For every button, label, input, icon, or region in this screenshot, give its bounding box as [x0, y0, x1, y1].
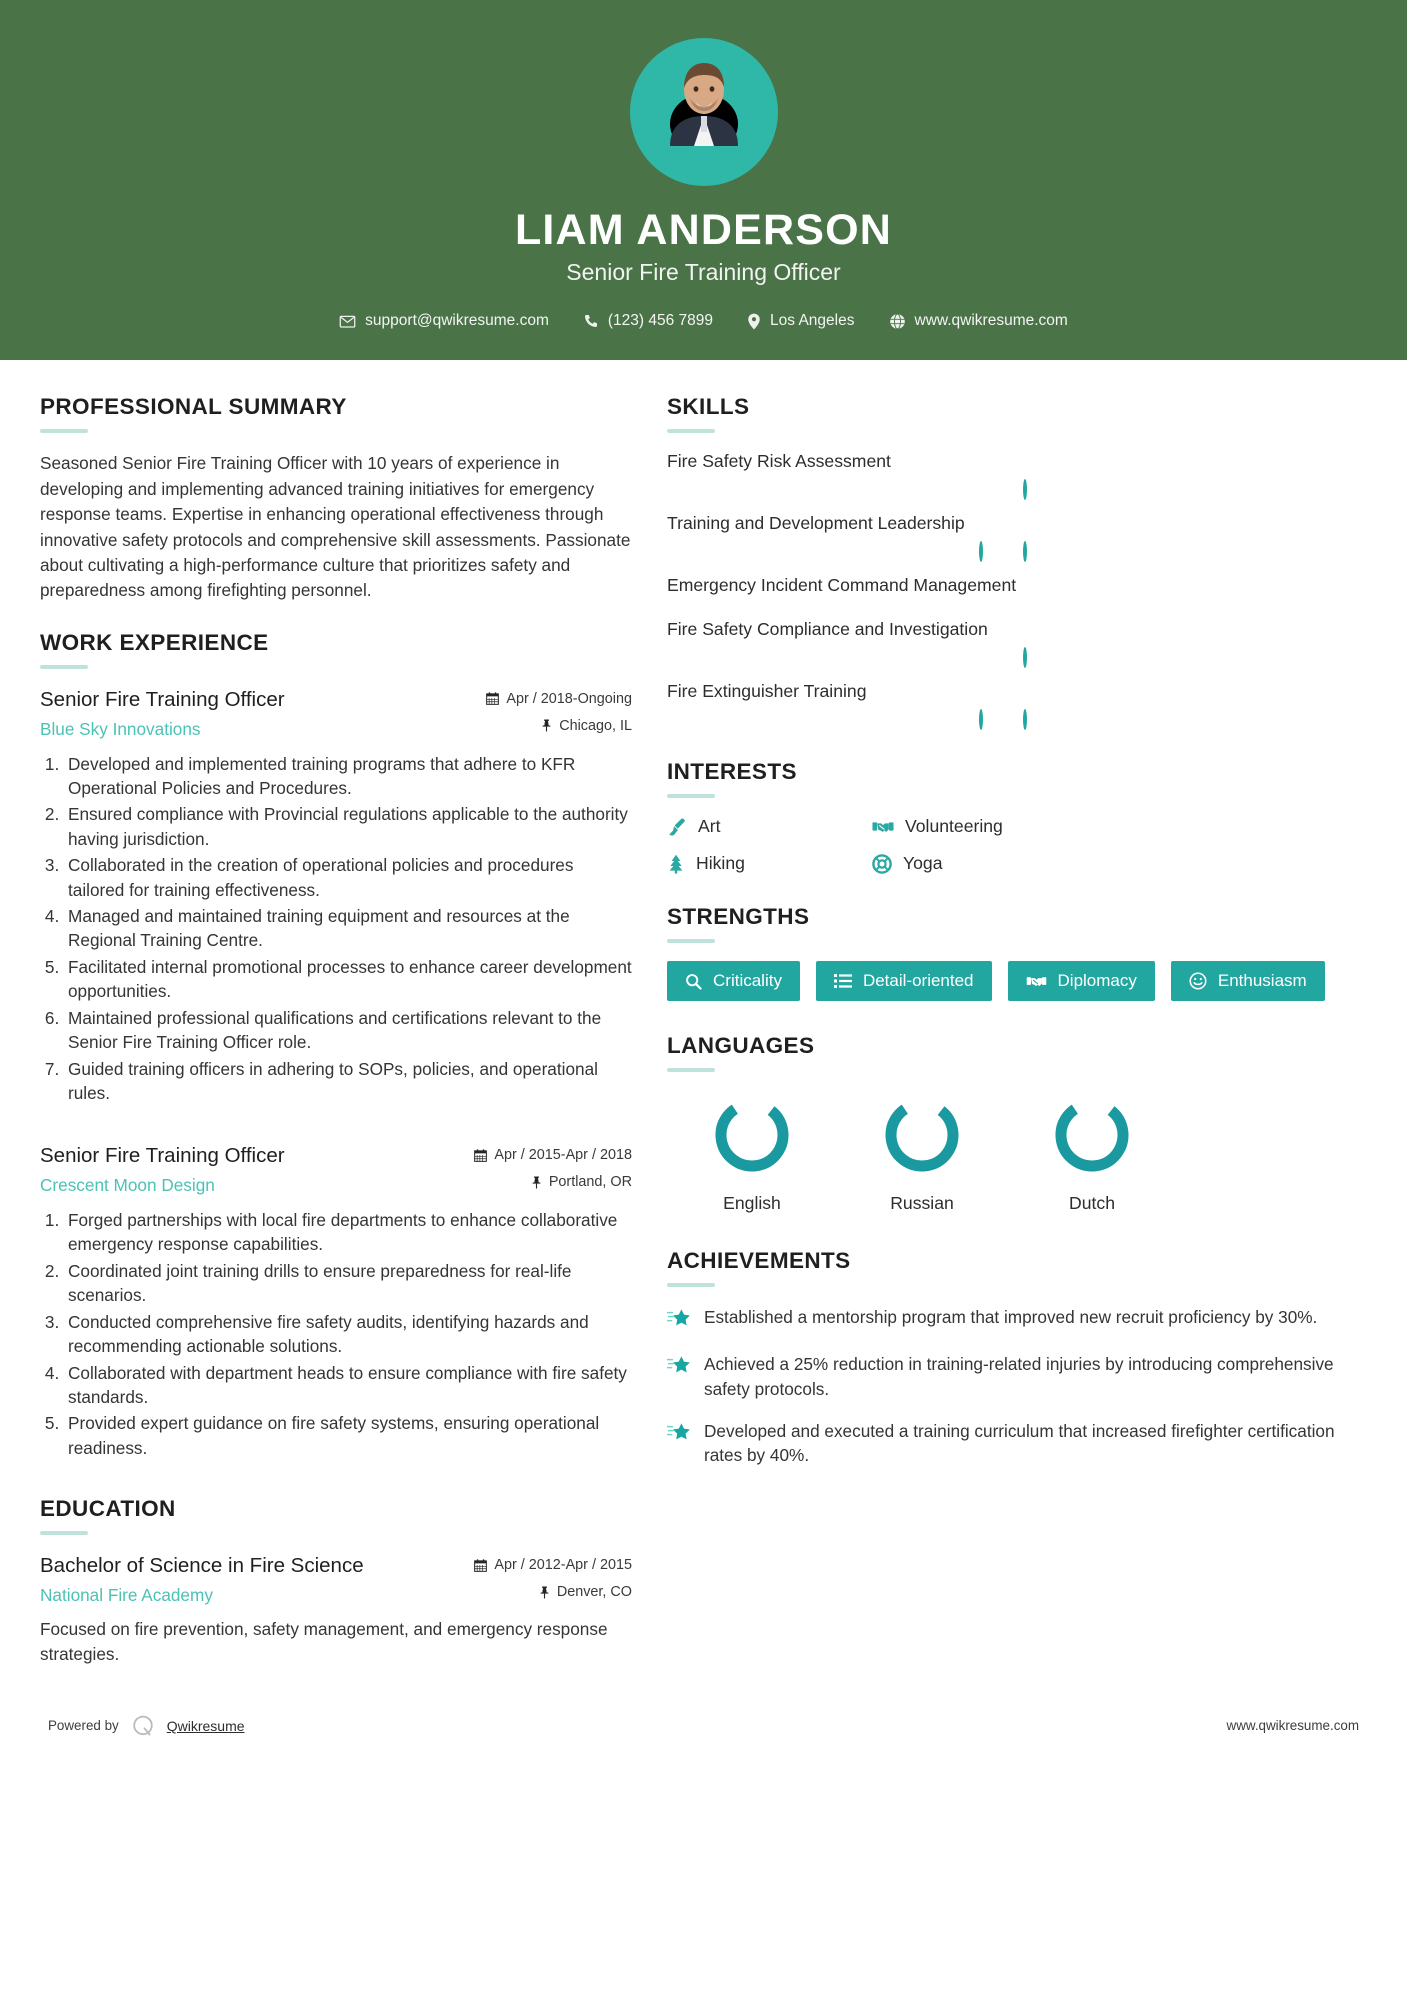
company-name: Crescent Moon Design	[40, 1175, 215, 1196]
achievement-text: Achieved a 25% reduction in training-related injuries by introducing comprehensive safety protocols.	[704, 1354, 1334, 1399]
achievement-text: Established a mentorship program that improved new recruit proficiency by 30%.	[704, 1307, 1318, 1328]
section-rule	[667, 1068, 715, 1072]
location-line	[452, 1174, 632, 1190]
calendar-icon	[474, 1149, 487, 1162]
left-column	[40, 394, 632, 1693]
strength-label: Enthusiasm	[1217, 971, 1307, 991]
section-rule	[667, 1283, 715, 1287]
list-item: 1. Forged partnerships with local fire departments to enhance collaborative emergency response capabilities.	[64, 1208, 632, 1257]
location-line	[452, 1584, 632, 1600]
section-rule	[667, 939, 715, 943]
language-proficiency-donut	[711, 1094, 793, 1176]
skill-row	[667, 451, 1367, 499]
section-rule	[40, 1531, 88, 1535]
rating-dot-empty	[979, 709, 983, 730]
list-item: 7. Guided training officers in adhering to SOPs, policies, and operational rules.	[64, 1057, 632, 1106]
lifebuoy-icon	[872, 854, 892, 874]
section-work-experience	[40, 630, 632, 1460]
interest-item	[872, 853, 1367, 874]
contact-phone-value: (123) 456 7899	[607, 312, 714, 330]
contact-location	[747, 312, 854, 330]
rating-dot-empty	[1023, 709, 1027, 730]
strength-chip-diplomacy	[1008, 961, 1155, 1001]
section-heading: SKILLS	[667, 394, 750, 420]
calendar-icon	[474, 1559, 487, 1572]
contact-website[interactable]	[889, 312, 1068, 330]
language-label: English	[723, 1193, 781, 1214]
location-line	[452, 718, 632, 734]
section-heading: EDUCATION	[40, 1496, 176, 1522]
list-item: 2. Coordinated joint training drills to ensure preparedness for real-life scenarios.	[64, 1259, 632, 1308]
pin-icon	[541, 719, 552, 732]
contact-bar	[0, 312, 1407, 330]
skill-label: Training and Development Leadership	[667, 513, 965, 534]
section-achievements	[667, 1248, 1367, 1468]
smiley-icon	[1189, 972, 1207, 990]
summary-text: Seasoned Senior Fire Training Officer with 10 years of experience in developing and implementing advanced training initiatives for emergency response teams. Expertise in enhancing operational effectiveness through innovative safety protocols and comprehensive skill assessments. Passionate about cultivating a high-performance culture that prioritizes safety and preparedness among firefighting personnel.	[40, 453, 631, 601]
star-shooting-icon	[667, 1305, 691, 1334]
globe-icon	[889, 313, 906, 330]
footer-website[interactable]: www.qwikresume.com	[1226, 1718, 1359, 1734]
rating-dot-empty	[1023, 541, 1027, 562]
section-skills	[667, 394, 1367, 729]
skill-rating	[667, 481, 1367, 499]
experience-entry-info	[40, 687, 452, 740]
education-entry	[40, 1553, 632, 1667]
section-heading: LANGUAGES	[667, 1033, 815, 1059]
pin-icon	[539, 1586, 550, 1599]
section-heading: STRENGTHS	[667, 904, 810, 930]
envelope-icon	[339, 313, 356, 330]
list-item: 3. Conducted comprehensive fire safety audits, identifying hazards and recommending actionable solutions.	[64, 1310, 632, 1359]
section-rule	[40, 429, 88, 433]
location-pin-icon	[747, 313, 761, 330]
school-name: National Fire Academy	[40, 1584, 213, 1605]
language-proficiency-donut	[1051, 1094, 1133, 1176]
interest-item	[667, 816, 872, 837]
languages-list	[667, 1090, 1367, 1214]
skill-label: Fire Extinguisher Training	[667, 681, 867, 702]
section-heading: PROFESSIONAL SUMMARY	[40, 394, 347, 420]
education-entry-meta	[452, 1553, 632, 1600]
skill-row	[667, 681, 1367, 729]
page-footer	[0, 1699, 1407, 1761]
pin-icon	[531, 1176, 542, 1189]
qwikresume-link[interactable]: Qwikresume	[166, 1717, 245, 1734]
rating-dot-empty	[979, 541, 983, 562]
calendar-icon	[486, 692, 499, 705]
section-heading: ACHIEVEMENTS	[667, 1248, 851, 1274]
location-value: Portland, OR	[548, 1174, 632, 1191]
company-name: Blue Sky Innovations	[40, 718, 201, 739]
interest-label: Hiking	[696, 853, 745, 874]
phone-icon	[583, 313, 599, 329]
contact-website-value: www.qwikresume.com	[914, 312, 1068, 330]
experience-entry-meta	[452, 1143, 632, 1190]
strength-chip-criticality	[667, 961, 800, 1001]
strengths-list	[667, 961, 1367, 1001]
contact-email[interactable]	[339, 312, 549, 330]
list-icon	[834, 973, 852, 989]
handshake-icon	[1026, 973, 1047, 990]
experience-entry	[40, 687, 632, 1106]
section-strengths	[667, 904, 1367, 1001]
list-item: 4. Collaborated with department heads to ensure compliance with fire safety standards.	[64, 1361, 632, 1410]
page-title: LIAM ANDERSON	[514, 206, 893, 254]
tree-icon	[667, 854, 685, 874]
job-role: Senior Fire Training Officer	[40, 1144, 285, 1168]
location-value: Chicago, IL	[559, 717, 632, 734]
section-languages	[667, 1033, 1367, 1214]
list-item: 5. Provided expert guidance on fire safety systems, ensuring operational readiness.	[64, 1411, 632, 1460]
location-value: Denver, CO	[556, 1584, 632, 1601]
achievement-item	[667, 1419, 1367, 1468]
qwikresume-logo-icon	[130, 1713, 156, 1739]
strength-label: Diplomacy	[1057, 971, 1137, 991]
responsibility-list	[64, 752, 632, 1106]
skill-label: Emergency Incident Command Management	[667, 575, 1017, 596]
language-item	[837, 1094, 1007, 1214]
section-heading: WORK EXPERIENCE	[40, 629, 269, 655]
rating-dot-empty	[1023, 647, 1027, 668]
skill-rating	[667, 649, 1367, 667]
section-professional-summary	[40, 394, 632, 604]
responsibility-list	[64, 1208, 632, 1460]
paintbrush-icon	[667, 817, 687, 837]
experience-entry-meta	[452, 687, 632, 734]
section-rule	[667, 794, 715, 798]
list-item: 4. Managed and maintained training equipment and resources at the Regional Training Centre.	[64, 904, 632, 953]
contact-location-value: Los Angeles	[770, 312, 855, 330]
section-interests	[667, 759, 1367, 874]
search-icon	[685, 973, 702, 990]
list-item: 5. Facilitated internal promotional processes to enhance career development opportunities.	[64, 955, 632, 1004]
experience-entry-header	[40, 1143, 632, 1196]
footer-branding	[48, 1713, 245, 1739]
skill-row	[667, 513, 1367, 561]
list-item: 2. Ensured compliance with Provincial regulations applicable to the authority having jurisdiction.	[64, 802, 632, 851]
rating-dot-empty	[1023, 479, 1027, 500]
resume-header	[0, 0, 1407, 360]
profile-photo-icon	[661, 54, 747, 146]
language-label: Dutch	[1069, 1193, 1115, 1214]
education-entry-header	[40, 1553, 632, 1606]
skill-row	[667, 575, 1367, 605]
contact-phone[interactable]	[583, 312, 713, 330]
interest-item	[872, 816, 1367, 837]
contact-email-value: support@qwikresume.com	[365, 312, 549, 330]
date-line	[452, 1147, 632, 1163]
date-line	[452, 691, 632, 707]
list-item: 3. Collaborated in the creation of operational policies and procedures tailored for training effectiveness.	[64, 853, 632, 902]
language-item	[1007, 1094, 1177, 1214]
strength-chip-detail-oriented	[816, 961, 992, 1001]
experience-entry-header	[40, 687, 632, 740]
achievement-item	[667, 1305, 1367, 1334]
language-label: Russian	[890, 1193, 954, 1214]
skill-rating	[667, 711, 1367, 729]
powered-by-label: Powered by	[48, 1718, 119, 1734]
skill-row	[667, 619, 1367, 667]
handshake-icon	[872, 817, 894, 837]
star-shooting-icon	[667, 1419, 691, 1448]
right-column	[662, 394, 1367, 1494]
strength-label: Detail-oriented	[862, 971, 974, 991]
interest-label: Art	[698, 816, 721, 837]
skill-label: Fire Safety Compliance and Investigation	[667, 619, 988, 640]
language-proficiency-donut	[881, 1094, 963, 1176]
date-value: Apr / 2012-Apr / 2015	[494, 1557, 632, 1574]
resume-body	[0, 360, 1407, 1693]
interest-label: Yoga	[903, 853, 943, 874]
star-shooting-icon	[667, 1352, 691, 1381]
job-title: Senior Fire Training Officer	[566, 259, 841, 286]
section-rule	[40, 665, 88, 669]
date-value: Apr / 2015-Apr / 2018	[494, 1147, 632, 1164]
achievement-item	[667, 1352, 1367, 1401]
achievement-text: Developed and executed a training curriculum that increased firefighter certification rates by 40%.	[704, 1420, 1335, 1466]
language-item	[667, 1094, 837, 1214]
list-item: 1. Developed and implemented training programs that adhere to KFR Operational Policies and Procedures.	[64, 752, 632, 801]
avatar	[630, 38, 778, 186]
degree-name: Bachelor of Science in Fire Science	[40, 1554, 364, 1578]
section-heading: INTERESTS	[667, 759, 797, 785]
experience-entry-info	[40, 1143, 452, 1196]
interest-label: Volunteering	[905, 816, 1003, 837]
education-entry-info	[40, 1553, 452, 1606]
section-rule	[667, 429, 715, 433]
date-line	[452, 1557, 632, 1573]
interests-grid	[667, 816, 1367, 874]
job-role: Senior Fire Training Officer	[40, 687, 285, 711]
skill-rating	[667, 543, 1367, 561]
education-description: Focused on fire prevention, safety management, and emergency response strategies.	[40, 1618, 608, 1664]
interest-item	[667, 853, 872, 874]
section-education	[40, 1496, 632, 1667]
skill-label: Fire Safety Risk Assessment	[667, 451, 891, 472]
experience-entry	[40, 1143, 632, 1460]
date-value: Apr / 2018-Ongoing	[506, 690, 632, 707]
strength-chip-enthusiasm	[1171, 961, 1325, 1001]
strength-label: Criticality	[713, 971, 782, 991]
list-item: 6. Maintained professional qualifications and certifications relevant to the Senior Fire Training Officer role.	[64, 1006, 632, 1055]
